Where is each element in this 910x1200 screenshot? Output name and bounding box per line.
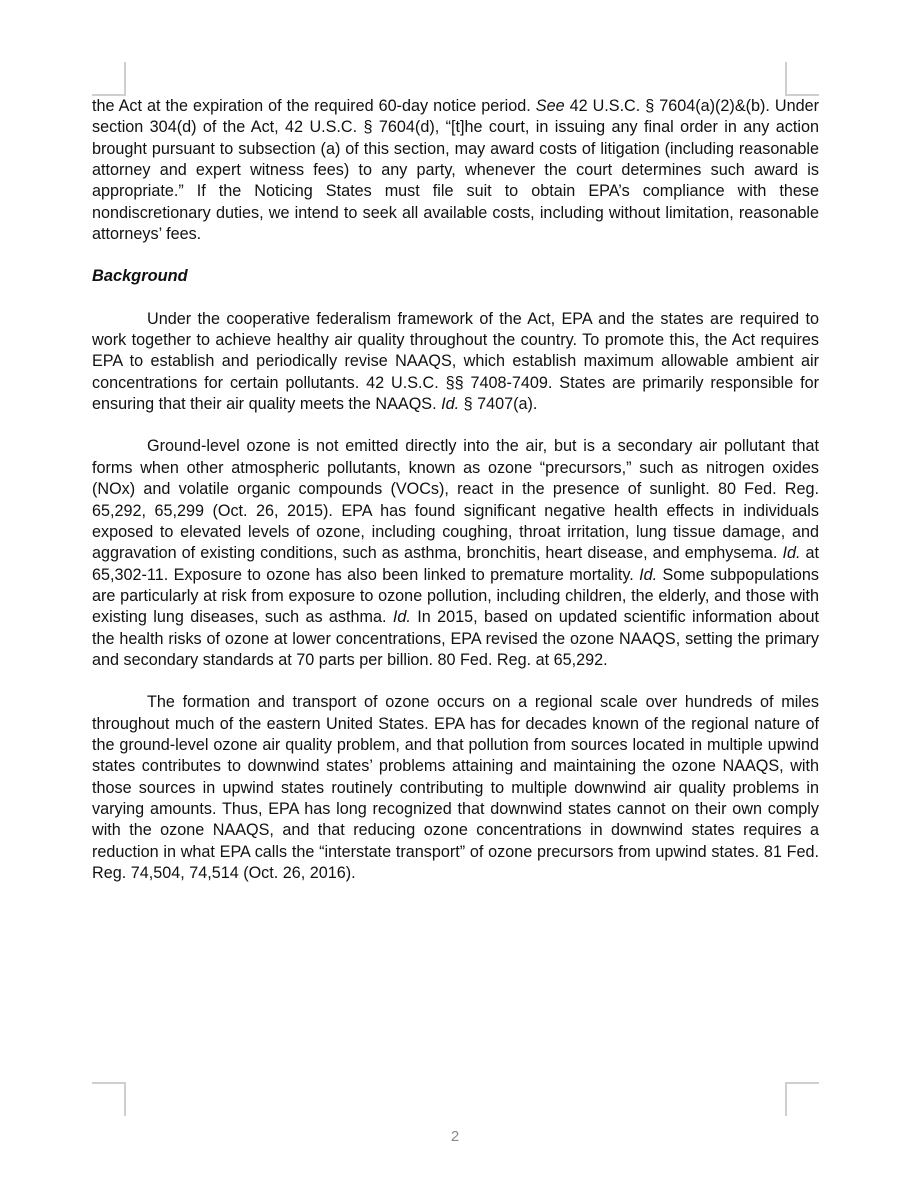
citation-italic: See <box>535 97 565 115</box>
section-heading-background: Background <box>92 267 188 286</box>
citation-italic: Id. <box>392 608 411 627</box>
page-number: 2 <box>450 1128 460 1145</box>
crop-mark-bottom-right-icon <box>785 1082 819 1116</box>
paragraph-ground-level-ozone: Ground-level ozone is not emitted directly into the air, but is a secondary air pollutant that forms when other atmospheric pollutants, known as ozone “precursors,” such as nitrogen oxides (NOx) and volatile organic compounds (VOCs), react in the presence of sunlight. 80 Fed. Reg. 65,292, 65,299 (Oct. 26, 2015). EPA has found significant negative health effects in individuals exposed to elevated levels of ozone, including coughing, throat irritation, lung tissue damage, and aggravation of existing conditions, such as asthma, bronchitis, heart disease, and emphysema. Id. at 65,302-11. Exposure to ozone has also been linked to premature mortality. Id. Some subpopulations are particularly at risk from exposure to ozone pollution, including children, the elderly, and those with existing lung diseases, such as asthma. Id. In 2015, based on updated scientific information about the health risks of ozone at lower concentrations, EPA revised the ozone NAAQS, setting the primary and secondary standards at 70 parts per billion. 80 Fed. Reg. at 65,292. <box>92 437 820 669</box>
crop-mark-top-right-icon <box>785 62 819 96</box>
document-body <box>92 96 819 884</box>
citation-italic: Id. <box>441 395 460 414</box>
paragraph-cooperative-federalism: Under the cooperative federalism framework of the Act, EPA and the states are required to work together to achieve healthy air quality throughout the country. To promote this, the Act requires EPA to establish and periodically revise NAAQS, which establish maximum allowable ambient air concentrations for certain pollutants. 42 U.S.C. §§ 7408-7409. States are primarily responsible for ensuring that their air quality meets the NAAQS. Id. § 7407(a). <box>92 309 819 414</box>
paragraph-notice-period: the Act at the expiration of the required 60-day notice period. See 42 U.S.C. § 7604(a)(2)&(b). Under section 304(d) of the Act, 42 U.S.C. § 7604(d), “[t]he court, in issuing any final order in any action brought pursuant to subsection (a) of this section, may award costs of litigation (including reasonable attorney and expert witness fees) to any party, whenever the court determines such award is appropriate.” If the Noticing States must file suit to obtain EPA’s compliance with these nondiscretionary duties, we intend to seek all available costs, including without limitation, reasonable attorneys’ fees. <box>92 97 819 244</box>
paragraph-formation-transport: The formation and transport of ozone occurs on a regional scale over hundreds of miles throughout much of the eastern United States. EPA has for decades known of the regional nature of the ground-level ozone air quality problem, and that pollution from sources located in multiple upwind states contributes to downwind states’ problems attaining and maintaining the ozone NAAQS, with those sources in upwind states routinely contributing to multiple downwind air quality problems in varying amounts. Thus, EPA has long recognized that downwind states cannot on their own comply with the ozone NAAQS, and that reducing ozone concentrations in downwind states requires a reduction in what EPA calls the “interstate transport” of ozone precursors from upwind states. 81 Fed. Reg. 74,504, 74,514 (Oct. 26, 2016). <box>92 693 819 882</box>
crop-mark-top-left-icon <box>92 62 126 96</box>
crop-mark-bottom-left-icon <box>92 1082 126 1116</box>
citation-italic: Id. <box>639 565 658 584</box>
citation-italic: Id. <box>782 544 801 563</box>
